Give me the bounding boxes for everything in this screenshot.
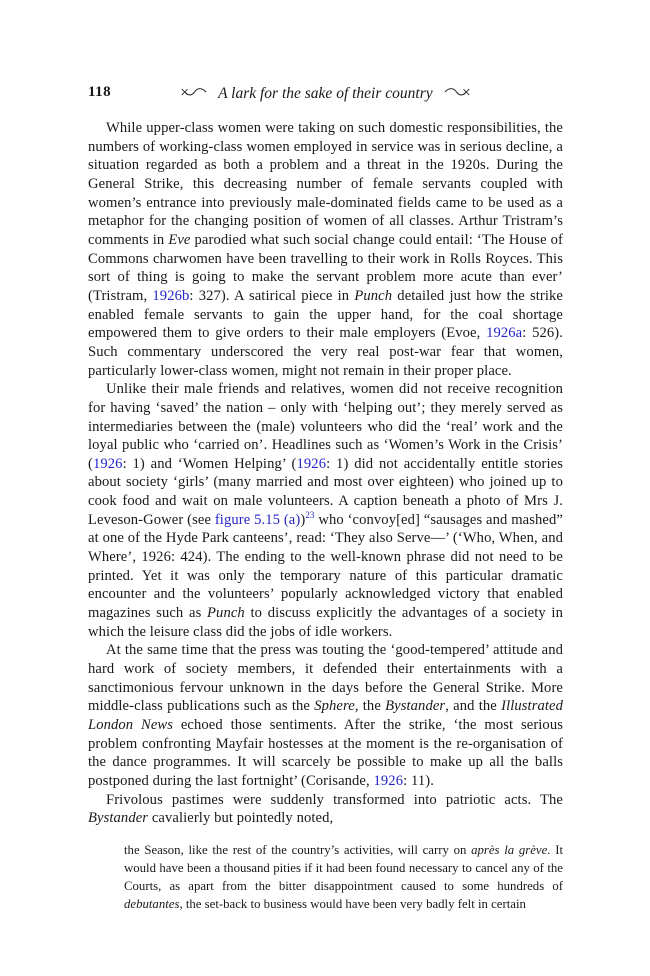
page-number: 118 [88, 84, 112, 100]
text-run: Frivolous pastimes were suddenly transformed into patriotic acts. The [106, 791, 563, 808]
running-title [88, 84, 563, 105]
paragraph [88, 119, 563, 380]
flourish-left-icon [181, 84, 207, 102]
emphasis-text: Punch [354, 287, 393, 304]
footnote-link[interactable]: 23 [305, 509, 315, 520]
text-run: : 11). [403, 772, 434, 789]
text-run: detailed just how the strike enabled female servants to gain the upper hand, for the coal shortage empowered them to give orders to their male employers (Evoe, [88, 287, 563, 342]
emphasis-text: Sphere [314, 698, 355, 715]
text-run: Unlike their male friends and relatives, women did not receive recognition for having ‘saved’ the nation – only with ‘helping out’; they merely served as intermediaries between the (male) volunteers who did the ‘real’ work and the loyal public who ‘carried on’. Headlines such as ‘Women’s Work in the Crisis’ ( [88, 381, 563, 472]
emphasis-text: Bystander [88, 810, 149, 827]
paragraph [88, 641, 563, 790]
text-run: , the [354, 698, 386, 715]
text-run: . It would have been a thousand pities if it had been found necessary to cancel any of the Courts, as apart from the bitter disappointment caused to some hundreds of [124, 842, 564, 893]
text-run: parodied what such social change could entail: ‘The House of Commons charwomen have been travelling to their work in Rolls Royces. This sort of thing is going to make the servant problem more acute than ever’ (Tristram, [88, 231, 563, 304]
emphasis-text: Illustrated London News [88, 698, 564, 733]
emphasis-text: Punch [207, 605, 245, 622]
emphasis-text: debutantes [124, 896, 180, 911]
page-header [88, 84, 563, 104]
paragraph [88, 380, 563, 641]
text-run: the Season, like the rest of the country’s activities, will carry on [124, 842, 472, 857]
citation-link[interactable]: 1926a [486, 325, 523, 342]
text-run: cavalierly but pointedly noted, [148, 810, 334, 827]
citation-link[interactable]: figure 5.15 (a) [214, 511, 301, 528]
emphasis-text: après la grève [471, 842, 548, 857]
citation-link[interactable]: 1926b [152, 287, 190, 304]
paragraph [88, 791, 563, 828]
text-run: : 1) did not accidentally entitle stories about society ‘girls’ (many married and most over eighteen) who joined up to cook food and wait on male volunteers. A caption beneath a photo of Mrs J. Leveson-Gower (see [88, 455, 563, 528]
text-run: : 1) and ‘Women Helping’ ( [122, 455, 297, 472]
text-run: to discuss explicitly the advantages of a society in which the leisure class did the jobs of idle workers. [88, 605, 563, 640]
text-run: : 327). A satirical piece in [189, 287, 355, 304]
running-title-text: A lark for the sake of their country [218, 85, 433, 103]
block-quote [124, 841, 563, 913]
text-run: echoed those sentiments. After the strike, ‘the most serious problem confronting Mayfair hostesses at the moment is the re-organisation of the dance programmes. It will scarcely be possible to make up all the balls postponed during the last fortnight’ (Corisande, [88, 717, 564, 789]
text-run: While upper-class women were taking on such domestic responsibilities, the numbers of working-class women employed in service was in serious decline, a situation regarded as both a problem and a threat in the 1920s. During the General Strike, this decreasing number of female servants coupled with women’s entrance into previously male-dominated fields came to be used as a metaphor for the changing position of women of all classes. Arthur Tristram’s comments in [88, 120, 563, 248]
text-run: ) [300, 511, 306, 528]
body-paragraphs [88, 119, 563, 913]
citation-link[interactable]: 1926 [373, 772, 404, 789]
text-run: , and the [445, 698, 502, 715]
text-run: At the same time that the press was touting the ‘good-tempered’ attitude and hard work of society members, it defended their entertainments with a sanctimonious fervour unknown in the days before the General Strike. More middle-class publications such as the [88, 642, 563, 715]
emphasis-text: Eve [168, 231, 191, 248]
flourish-right-icon [444, 84, 470, 102]
text-run: , the set-back to business would have been very badly felt in certain [179, 896, 526, 911]
text-run: who ‘convoy[ed] “sausages and mashed” at one of the Hyde Park canteens’, read: ‘They also Serve—’ (‘Who, When, and Where’, 1926: 424). The ending to the well-known phrase did not need to be printed. Yet it was only the temporary nature of this particular dramatic encounter and the volunteers’ popularly acknowledged victory that enabled magazines such as [88, 511, 563, 622]
emphasis-text: Bystander [385, 698, 446, 715]
citation-link[interactable]: 1926 [296, 455, 327, 472]
citation-link[interactable]: 1926 [92, 455, 123, 472]
text-run: : 526). Such commentary underscored the very real post-war fear that women, particularly lower-class women, might not remain in their proper place. [88, 325, 563, 379]
